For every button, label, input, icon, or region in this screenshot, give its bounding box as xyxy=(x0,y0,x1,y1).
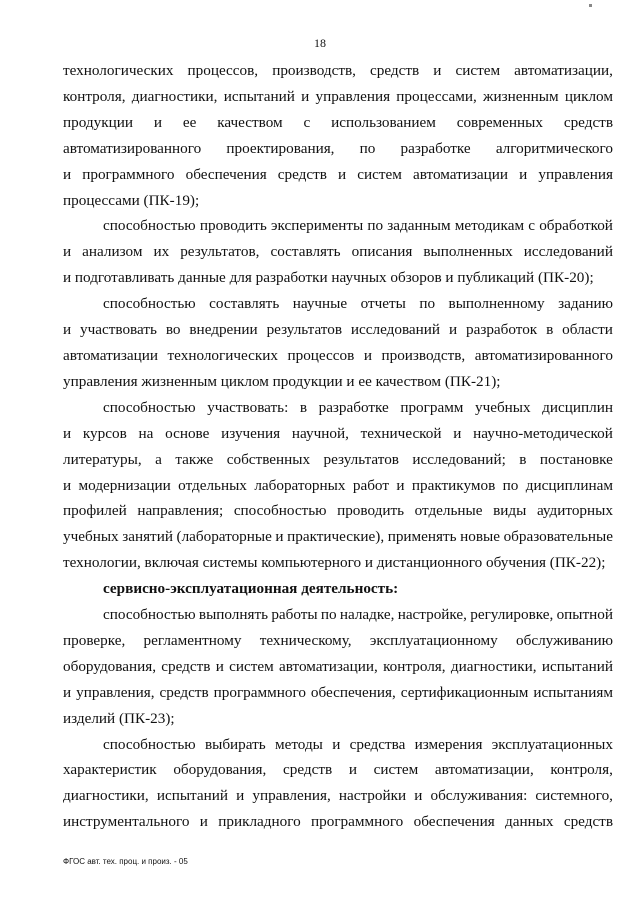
text-line: и подготавливать данные для разработки научных обзоров и публикаций (ПК-20); xyxy=(63,269,594,287)
text-line: управления жизненным циклом продукции и ее качеством (ПК-21); xyxy=(63,372,501,390)
text-line: учебных занятий (лабораторные и практические), применять новые образовательные xyxy=(63,528,613,546)
text-line: изделий (ПК-23); xyxy=(63,709,175,727)
text-line: процессами (ПК-19); xyxy=(63,191,200,209)
text-line: способностью составлять научные отчеты по выполненному заданию xyxy=(103,295,613,313)
text-line: автоматизированного проектирования, по разработке алгоритмического xyxy=(63,139,613,157)
body-text xyxy=(63,58,613,835)
text-line: и управления, средств программного обеспечения, сертификационным испытаниям xyxy=(63,683,613,701)
text-line: продукции и ее качеством с использованием современных средств xyxy=(63,113,613,131)
text-line: профилей направления; способностью проводить отдельные виды аудиторных xyxy=(63,502,613,520)
text-line: автоматизации технологических процессов и производств, автоматизированного xyxy=(63,346,613,364)
text-line: и курсов на основе изучения научной, технической и научно-методической xyxy=(63,424,613,442)
text-line: и анализом их результатов, составлять описания выполненных исследований xyxy=(63,243,613,261)
scan-mark xyxy=(589,4,592,7)
text-line: контроля, диагностики, испытаний и управления процессами, жизненным циклом xyxy=(63,87,613,105)
text-line: технологии, включая системы компьютерного и дистанционного обучения (ПК-22); xyxy=(63,554,606,572)
text-line: и модернизации отдельных лабораторных работ и практикумов по дисциплинам xyxy=(63,476,613,494)
text-line: литературы, а также собственных результатов исследований; в постановке xyxy=(63,450,613,468)
text-line: и программного обеспечения средств и систем автоматизации и управления xyxy=(63,165,613,183)
text-line: оборудования, средств и систем автоматизации, контроля, диагностики, испытаний xyxy=(63,657,613,675)
text-line: проверке, регламентному техническому, эксплуатационному обслуживанию xyxy=(63,631,613,649)
text-line: инструментального и прикладного программного обеспечения данных средств xyxy=(63,813,613,831)
footer-note: ФГОС авт. тех. проц. и произ. - 05 xyxy=(63,857,188,866)
section-heading: сервисно-эксплуатационная деятельность: xyxy=(103,580,399,598)
text-line: характеристик оборудования, средств и систем автоматизации, контроля, xyxy=(63,761,613,779)
text-line: способностью выбирать методы и средства измерения эксплуатационных xyxy=(103,735,613,753)
text-line: способностью выполнять работы по наладке, настройке, регулировке, опытной xyxy=(103,606,613,624)
text-line: и участвовать во внедрении результатов исследований и разработок в области xyxy=(63,321,613,339)
text-line: диагностики, испытаний и управления, настройки и обслуживания: системного, xyxy=(63,787,613,805)
text-line: технологических процессов, производств, средств и систем автоматизации, xyxy=(63,62,613,79)
text-line: способностью проводить эксперименты по заданным методикам с обработкой xyxy=(103,217,613,235)
text-line: способностью участвовать: в разработке программ учебных дисциплин xyxy=(103,398,613,416)
page-number: 18 xyxy=(314,36,326,50)
